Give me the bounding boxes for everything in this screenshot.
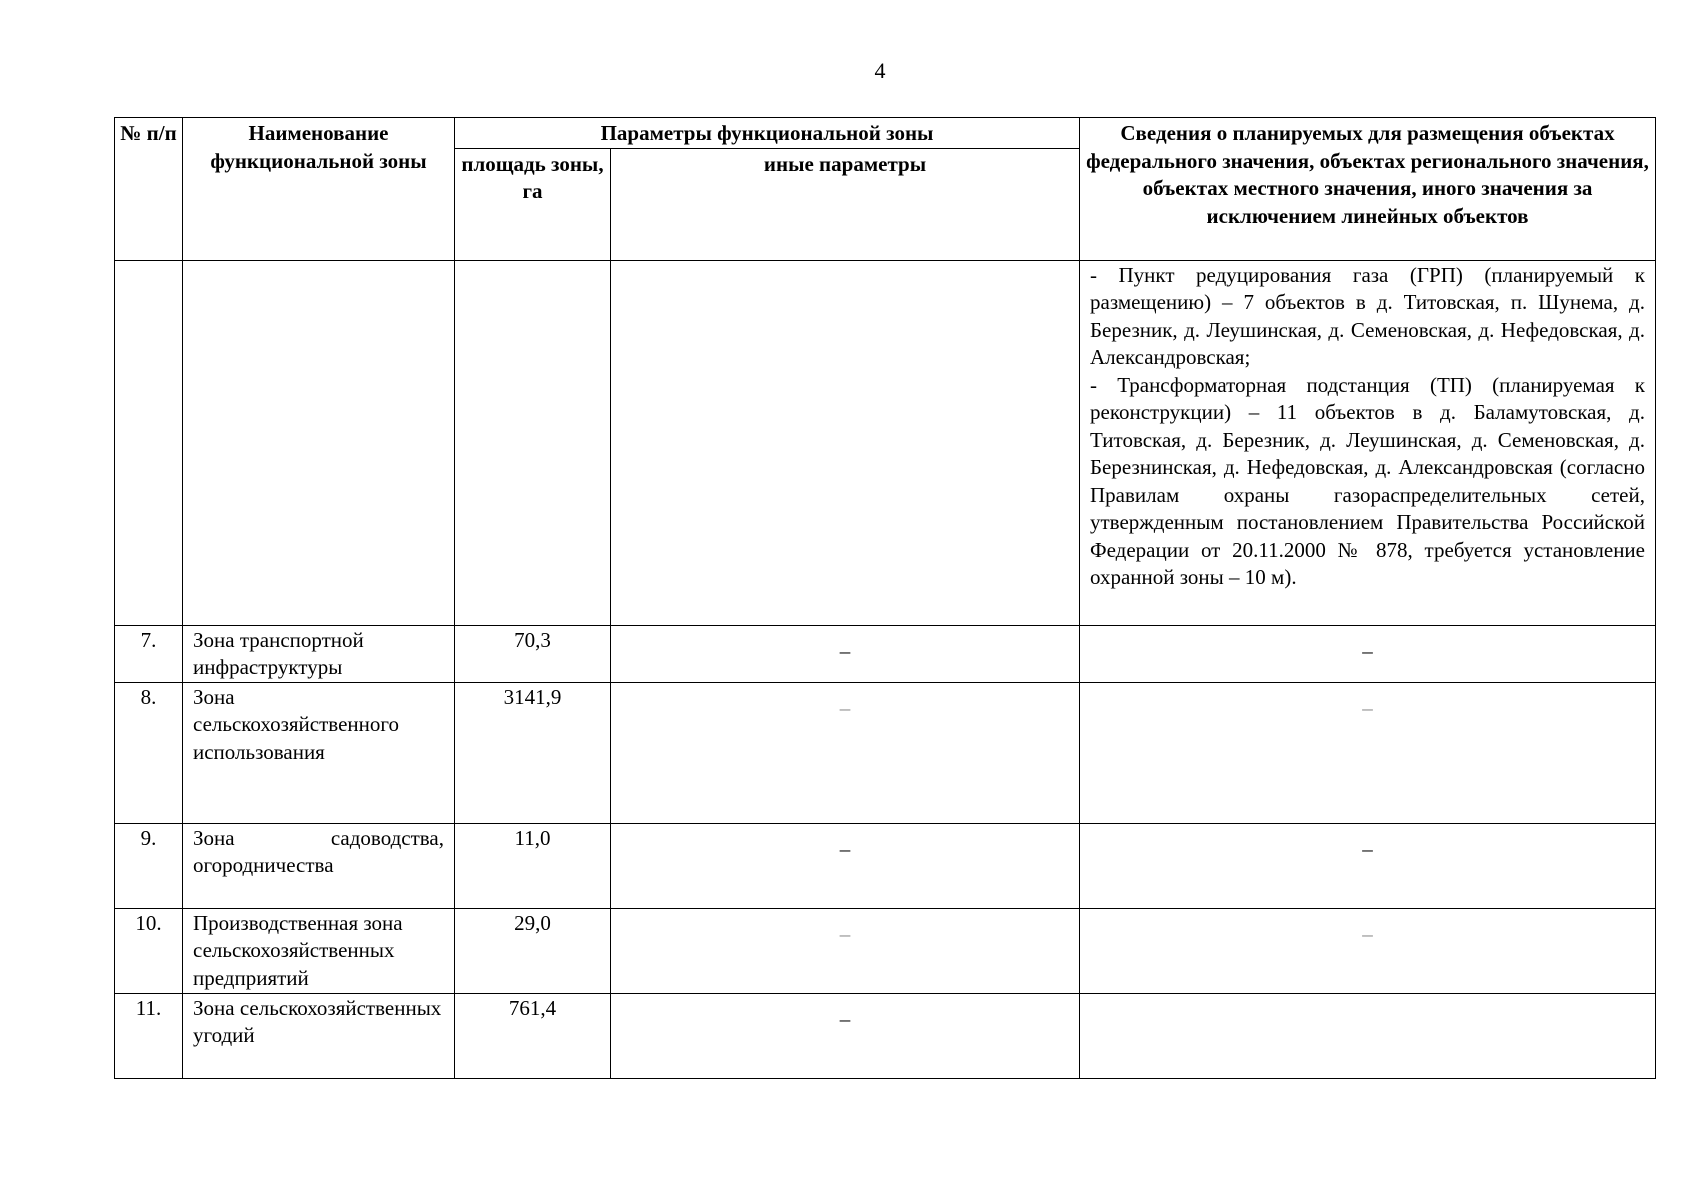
row-num: 10. bbox=[115, 908, 183, 993]
row-objects: – bbox=[1080, 908, 1656, 993]
objects-paragraph-grp: - Пункт редуцирования газа (ГРП) (планируемый к размещению) – 7 объектов в д. Титовская, п. Шунема, д. Березник, д. Леушинская, д. Семеновская, д. Нефедовская, д. Александровская; bbox=[1090, 262, 1645, 369]
continuation-objects-cell bbox=[1080, 260, 1656, 625]
page-number: 4 bbox=[874, 58, 886, 83]
row-num: 11. bbox=[115, 993, 183, 1078]
row-other-params: – bbox=[611, 823, 1080, 908]
row-objects: – bbox=[1080, 682, 1656, 823]
row-zone-name: Зона сельскохозяйственных угодий bbox=[183, 993, 455, 1078]
continuation-area-cell bbox=[455, 260, 611, 625]
table-row-continuation bbox=[115, 260, 1656, 625]
row-objects: – bbox=[1080, 625, 1656, 682]
header-num: № п/п bbox=[115, 118, 183, 261]
row-zone-name: Зона сельскохозяйственного использования bbox=[183, 682, 455, 823]
table-row bbox=[115, 908, 1656, 993]
row-zone-name: Зона садоводства, огородничества bbox=[183, 823, 455, 908]
row-objects: – bbox=[1080, 823, 1656, 908]
row-other-params: – bbox=[611, 682, 1080, 823]
table-row bbox=[115, 625, 1656, 682]
header-other-parameters: иные параметры bbox=[611, 148, 1080, 260]
row-area: 11,0 bbox=[455, 823, 611, 908]
row-area: 29,0 bbox=[455, 908, 611, 993]
functional-zones-table bbox=[114, 117, 1656, 1079]
row-zone-name: Производственная зона сельскохозяйственных предприятий bbox=[183, 908, 455, 993]
header-zone-parameters: Параметры функциональной зоны bbox=[455, 118, 1080, 149]
row-other-params: – bbox=[611, 908, 1080, 993]
table-row bbox=[115, 682, 1656, 823]
row-other-params: – bbox=[611, 625, 1080, 682]
table-row bbox=[115, 823, 1656, 908]
row-other-params: – bbox=[611, 993, 1080, 1078]
header-planned-objects: Сведения о планируемых для размещения объектах федерального значения, объектах регионального значения, объектах местного значения, иного значения за исключением линейных объектов bbox=[1080, 118, 1656, 261]
row-num: 9. bbox=[115, 823, 183, 908]
header-zone-name: Наименование функциональной зоны bbox=[183, 118, 455, 261]
continuation-name-cell bbox=[183, 260, 455, 625]
row-num: 8. bbox=[115, 682, 183, 823]
row-num: 7. bbox=[115, 625, 183, 682]
objects-paragraph-tp: - Трансформаторная подстанция (ТП) (планируемая к реконструкции) – 11 объектов в д. Баламутовская, д. Титовская, д. Березник, д. Леушинская, д. Семеновская, д. Березнинская, д. Нефедовская, д. Александровская (согласно Правилам охраны газораспределительных сетей, утвержденным постановлением Правительства Российской Федерации от 20.11.2000 № 878, требуется установление охранной зоны – 10 м). bbox=[1090, 372, 1645, 589]
header-area: площадь зоны, га bbox=[455, 148, 611, 260]
continuation-num-cell bbox=[115, 260, 183, 625]
row-objects bbox=[1080, 993, 1656, 1078]
row-area: 761,4 bbox=[455, 993, 611, 1078]
row-zone-name: Зона транспортной инфраструктуры bbox=[183, 625, 455, 682]
row-area: 70,3 bbox=[455, 625, 611, 682]
table-row bbox=[115, 993, 1656, 1078]
row-area: 3141,9 bbox=[455, 682, 611, 823]
continuation-other-cell bbox=[611, 260, 1080, 625]
